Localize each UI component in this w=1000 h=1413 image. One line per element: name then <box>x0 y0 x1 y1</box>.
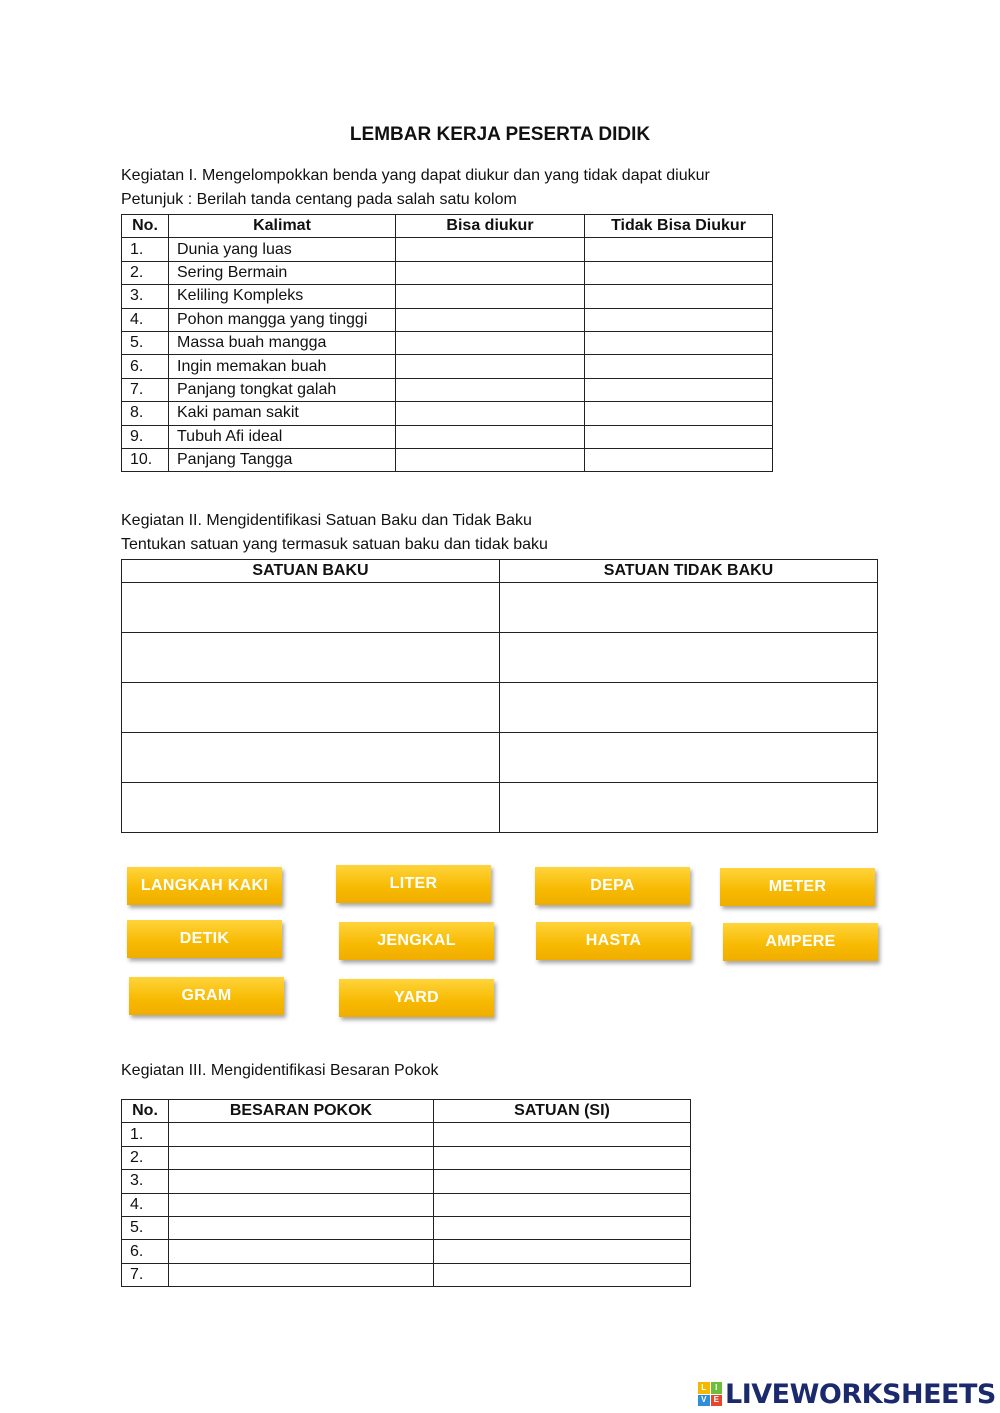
chip-langkah-kaki[interactable]: LANGKAH KAKI <box>127 867 282 905</box>
table-row <box>122 448 773 471</box>
row-number: 3. <box>122 285 169 308</box>
table-row <box>122 1263 691 1286</box>
input-besaran-pokok[interactable] <box>169 1193 434 1216</box>
checkbox-tidak-bisa-diukur[interactable] <box>585 402 773 425</box>
table-row <box>122 733 878 783</box>
checkbox-bisa-diukur[interactable] <box>396 355 585 378</box>
kegiatan3-table <box>121 1099 691 1287</box>
checkbox-bisa-diukur[interactable] <box>396 402 585 425</box>
chip-meter[interactable]: METER <box>720 868 875 906</box>
row-kalimat: Panjang Tangga <box>169 448 396 471</box>
table-row <box>122 633 878 683</box>
input-besaran-pokok[interactable] <box>169 1240 434 1263</box>
drop-zone-satuan-tidak-baku[interactable] <box>500 683 878 733</box>
drop-zone-satuan-tidak-baku[interactable] <box>500 733 878 783</box>
table-header-row <box>122 560 878 583</box>
row-number: 4. <box>122 308 169 331</box>
table-row <box>122 1240 691 1263</box>
input-besaran-pokok[interactable] <box>169 1263 434 1286</box>
row-number: 8. <box>122 402 169 425</box>
chip-detik[interactable]: DETIK <box>127 920 282 958</box>
input-satuan-si[interactable] <box>434 1123 691 1146</box>
kegiatan3-heading: Kegiatan III. Mengidentifikasi Besaran Pokok <box>121 1062 439 1079</box>
input-satuan-si[interactable] <box>434 1240 691 1263</box>
chip-yard[interactable]: YARD <box>339 979 494 1017</box>
row-number: 2. <box>122 261 169 284</box>
checkbox-bisa-diukur[interactable] <box>396 285 585 308</box>
kegiatan1-instruction: Petunjuk : Berilah tanda centang pada salah satu kolom <box>121 191 517 208</box>
table-row <box>122 583 878 633</box>
input-besaran-pokok[interactable] <box>169 1216 434 1239</box>
table-header-row <box>122 1100 691 1123</box>
checkbox-bisa-diukur[interactable] <box>396 331 585 354</box>
header-satuan-tidak-baku: SATUAN TIDAK BAKU <box>500 560 878 583</box>
kegiatan2-table <box>121 559 878 833</box>
table-row <box>122 261 773 284</box>
chip-liter[interactable]: LITER <box>336 865 491 903</box>
drop-zone-satuan-tidak-baku[interactable] <box>500 633 878 683</box>
row-kalimat: Massa buah mangga <box>169 331 396 354</box>
table-row <box>122 308 773 331</box>
table-row <box>122 1170 691 1193</box>
logo-mark-tile: V <box>698 1395 710 1407</box>
table-row <box>122 1123 691 1146</box>
drop-zone-satuan-baku[interactable] <box>122 583 500 633</box>
row-number: 1. <box>122 238 169 261</box>
row-kalimat: Tubuh Afi ideal <box>169 425 396 448</box>
row-kalimat: Pohon mangga yang tinggi <box>169 308 396 331</box>
table-row <box>122 355 773 378</box>
drop-zone-satuan-baku[interactable] <box>122 783 500 833</box>
row-number: 7. <box>122 378 169 401</box>
checkbox-tidak-bisa-diukur[interactable] <box>585 238 773 261</box>
input-satuan-si[interactable] <box>434 1146 691 1169</box>
kegiatan2-instruction: Tentukan satuan yang termasuk satuan baku dan tidak baku <box>121 536 548 553</box>
checkbox-bisa-diukur[interactable] <box>396 238 585 261</box>
row-number: 5. <box>122 1216 169 1239</box>
table-row <box>122 425 773 448</box>
liveworksheets-logo <box>698 1378 996 1410</box>
table-row <box>122 1193 691 1216</box>
row-kalimat: Ingin memakan buah <box>169 355 396 378</box>
header-kalimat: Kalimat <box>169 215 396 238</box>
drop-zone-satuan-baku[interactable] <box>122 683 500 733</box>
chip-ampere[interactable]: AMPERE <box>723 923 878 961</box>
checkbox-tidak-bisa-diukur[interactable] <box>585 308 773 331</box>
input-satuan-si[interactable] <box>434 1170 691 1193</box>
row-number: 2. <box>122 1146 169 1169</box>
table-row <box>122 783 878 833</box>
header-no: No. <box>122 215 169 238</box>
header-bisa-diukur: Bisa diukur <box>396 215 585 238</box>
table-row <box>122 1146 691 1169</box>
checkbox-bisa-diukur[interactable] <box>396 308 585 331</box>
header-satuan-si: SATUAN (SI) <box>434 1100 691 1123</box>
checkbox-bisa-diukur[interactable] <box>396 448 585 471</box>
checkbox-tidak-bisa-diukur[interactable] <box>585 425 773 448</box>
chip-gram[interactable]: GRAM <box>129 977 284 1015</box>
drop-zone-satuan-tidak-baku[interactable] <box>500 583 878 633</box>
drop-zone-satuan-baku[interactable] <box>122 633 500 683</box>
checkbox-tidak-bisa-diukur[interactable] <box>585 261 773 284</box>
page-title: LEMBAR KERJA PESERTA DIDIK <box>349 124 651 145</box>
row-kalimat: Kaki paman sakit <box>169 402 396 425</box>
row-kalimat: Keliling Kompleks <box>169 285 396 308</box>
table-row <box>122 238 773 261</box>
table-header-row <box>122 215 773 238</box>
checkbox-bisa-diukur[interactable] <box>396 425 585 448</box>
checkbox-tidak-bisa-diukur[interactable] <box>585 378 773 401</box>
logo-text: LIVEWORKSHEETS <box>725 1378 996 1410</box>
table-row <box>122 378 773 401</box>
logo-mark-tile: L <box>698 1382 710 1394</box>
row-number: 6. <box>122 355 169 378</box>
table-row <box>122 402 773 425</box>
header-no: No. <box>122 1100 169 1123</box>
drop-zone-satuan-tidak-baku[interactable] <box>500 783 878 833</box>
header-satuan-baku: SATUAN BAKU <box>122 560 500 583</box>
header-besaran-pokok: BESARAN POKOK <box>169 1100 434 1123</box>
header-tidak-bisa-diukur: Tidak Bisa Diukur <box>585 215 773 238</box>
checkbox-tidak-bisa-diukur[interactable] <box>585 285 773 308</box>
kegiatan1-heading: Kegiatan I. Mengelompokkan benda yang dapat diukur dan yang tidak dapat diukur <box>121 167 710 184</box>
chip-depa[interactable]: DEPA <box>535 867 690 905</box>
row-kalimat: Dunia yang luas <box>169 238 396 261</box>
row-number: 1. <box>122 1123 169 1146</box>
table-row <box>122 285 773 308</box>
row-number: 10. <box>122 448 169 471</box>
row-number: 9. <box>122 425 169 448</box>
logo-mark-icon <box>698 1382 722 1406</box>
input-satuan-si[interactable] <box>434 1263 691 1286</box>
input-satuan-si[interactable] <box>434 1216 691 1239</box>
checkbox-tidak-bisa-diukur[interactable] <box>585 448 773 471</box>
kegiatan2-heading: Kegiatan II. Mengidentifikasi Satuan Baku dan Tidak Baku <box>121 512 532 529</box>
checkbox-bisa-diukur[interactable] <box>396 378 585 401</box>
checkbox-tidak-bisa-diukur[interactable] <box>585 355 773 378</box>
table-row <box>122 1216 691 1239</box>
input-besaran-pokok[interactable] <box>169 1146 434 1169</box>
kegiatan1-table <box>121 214 773 472</box>
row-number: 5. <box>122 331 169 354</box>
input-besaran-pokok[interactable] <box>169 1170 434 1193</box>
table-row <box>122 683 878 733</box>
logo-mark-tile: I <box>711 1382 723 1394</box>
checkbox-bisa-diukur[interactable] <box>396 261 585 284</box>
table-row <box>122 331 773 354</box>
checkbox-tidak-bisa-diukur[interactable] <box>585 331 773 354</box>
row-number: 3. <box>122 1170 169 1193</box>
row-kalimat: Panjang tongkat galah <box>169 378 396 401</box>
chip-jengkal[interactable]: JENGKAL <box>339 922 494 960</box>
row-number: 7. <box>122 1263 169 1286</box>
drop-zone-satuan-baku[interactable] <box>122 733 500 783</box>
logo-mark-tile: E <box>711 1395 723 1407</box>
row-number: 4. <box>122 1193 169 1216</box>
row-kalimat: Sering Bermain <box>169 261 396 284</box>
chip-hasta[interactable]: HASTA <box>536 922 691 960</box>
input-besaran-pokok[interactable] <box>169 1123 434 1146</box>
input-satuan-si[interactable] <box>434 1193 691 1216</box>
row-number: 6. <box>122 1240 169 1263</box>
